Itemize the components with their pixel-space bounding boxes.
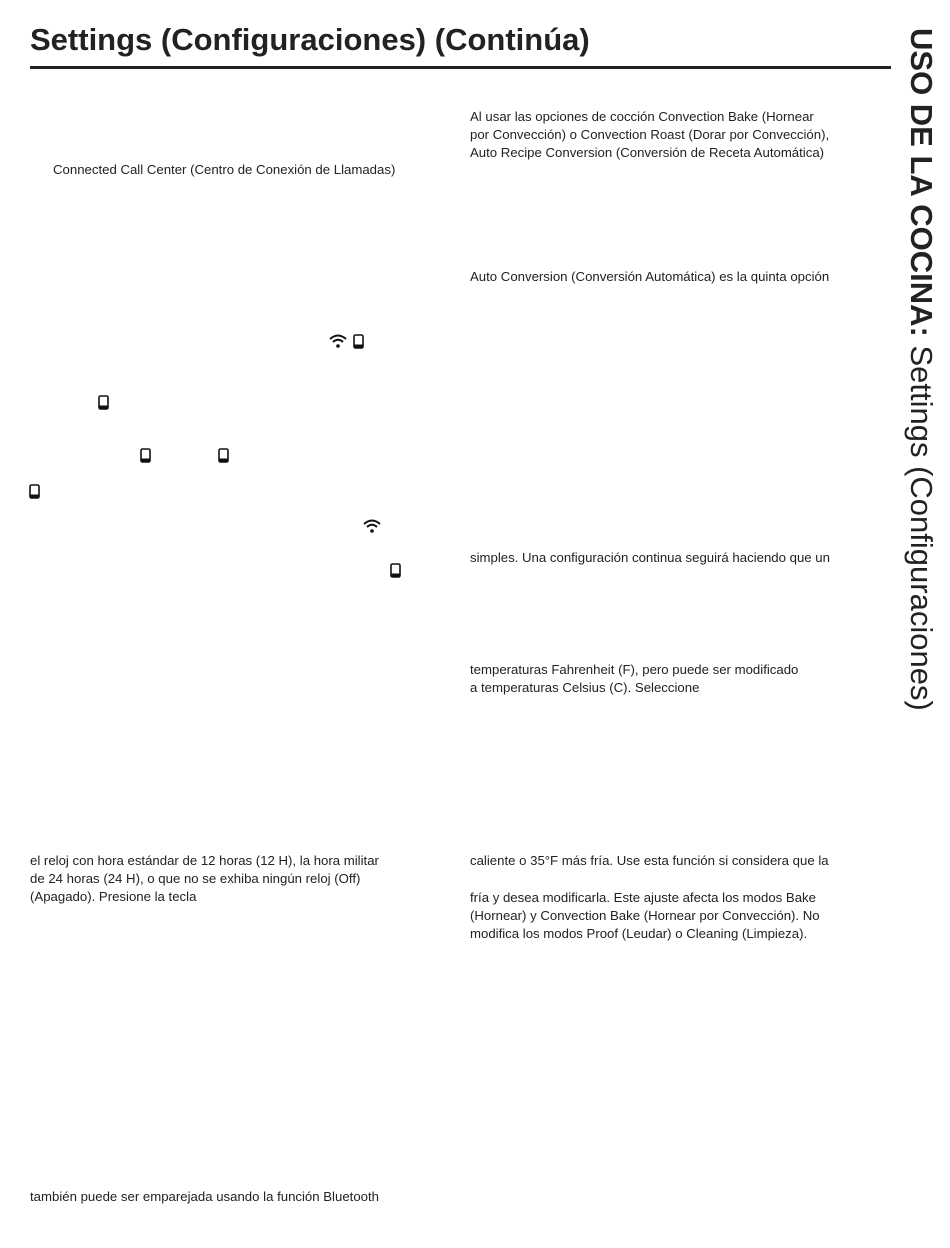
side-tab-regular: Settings (Configuraciones): [904, 336, 939, 711]
offset-line-first: caliente o 35°F más fría. Use esta función si considera que la: [470, 853, 829, 868]
clock-line-3: (Apagado). Presione la tecla: [30, 889, 197, 904]
phone-icon: [98, 395, 114, 411]
phone-icon: [29, 484, 45, 500]
temperature-line-1: temperaturas Fahrenheit (F), pero puede ser modificado: [470, 662, 799, 677]
clock-line-1: el reloj con hora estándar de 12 horas (12 H), la hora militar: [30, 853, 379, 868]
convection-line-3: Auto Recipe Conversion (Conversión de Receta Automática): [470, 145, 825, 160]
connected-call-center-label: Connected Call Center (Centro de Conexión de Llamadas): [53, 162, 396, 177]
side-tab-bold: USO DE LA COCINA:: [904, 28, 939, 337]
wifi-icon: [329, 333, 345, 349]
clock-line-2: de 24 horas (24 H), o que no se exhiba ningún reloj (Off): [30, 871, 361, 886]
side-section-tab: [906, 28, 937, 711]
auto-conversion-line: Auto Conversion (Conversión Automática) es la quinta opción: [470, 269, 830, 284]
phone-icon: [390, 563, 406, 579]
offset-line-2: (Hornear) y Convection Bake (Hornear por Convección). No: [470, 908, 820, 923]
page-title: Settings (Configuraciones) (Continúa): [30, 22, 590, 57]
wifi-icon: [363, 518, 379, 534]
phone-icon: [140, 448, 156, 464]
offset-line-3: modifica los modos Proof (Leudar) o Cleaning (Limpieza).: [470, 926, 808, 941]
convection-line-2: por Convección) o Convection Roast (Dorar por Convección),: [470, 127, 830, 142]
title-rule: [30, 66, 891, 69]
bluetooth-line: también puede ser emparejada usando la función Bluetooth: [30, 1189, 379, 1204]
convection-line-1: Al usar las opciones de cocción Convection Bake (Hornear: [470, 109, 814, 124]
continuous-setting-line: simples. Una configuración continua seguirá haciendo que un: [470, 550, 830, 565]
temperature-line-2: a temperaturas Celsius (C). Seleccione: [470, 680, 700, 695]
offset-line-1: fría y desea modificarla. Este ajuste afecta los modos Bake: [470, 890, 816, 905]
phone-icon: [218, 448, 234, 464]
phone-icon: [353, 334, 369, 350]
